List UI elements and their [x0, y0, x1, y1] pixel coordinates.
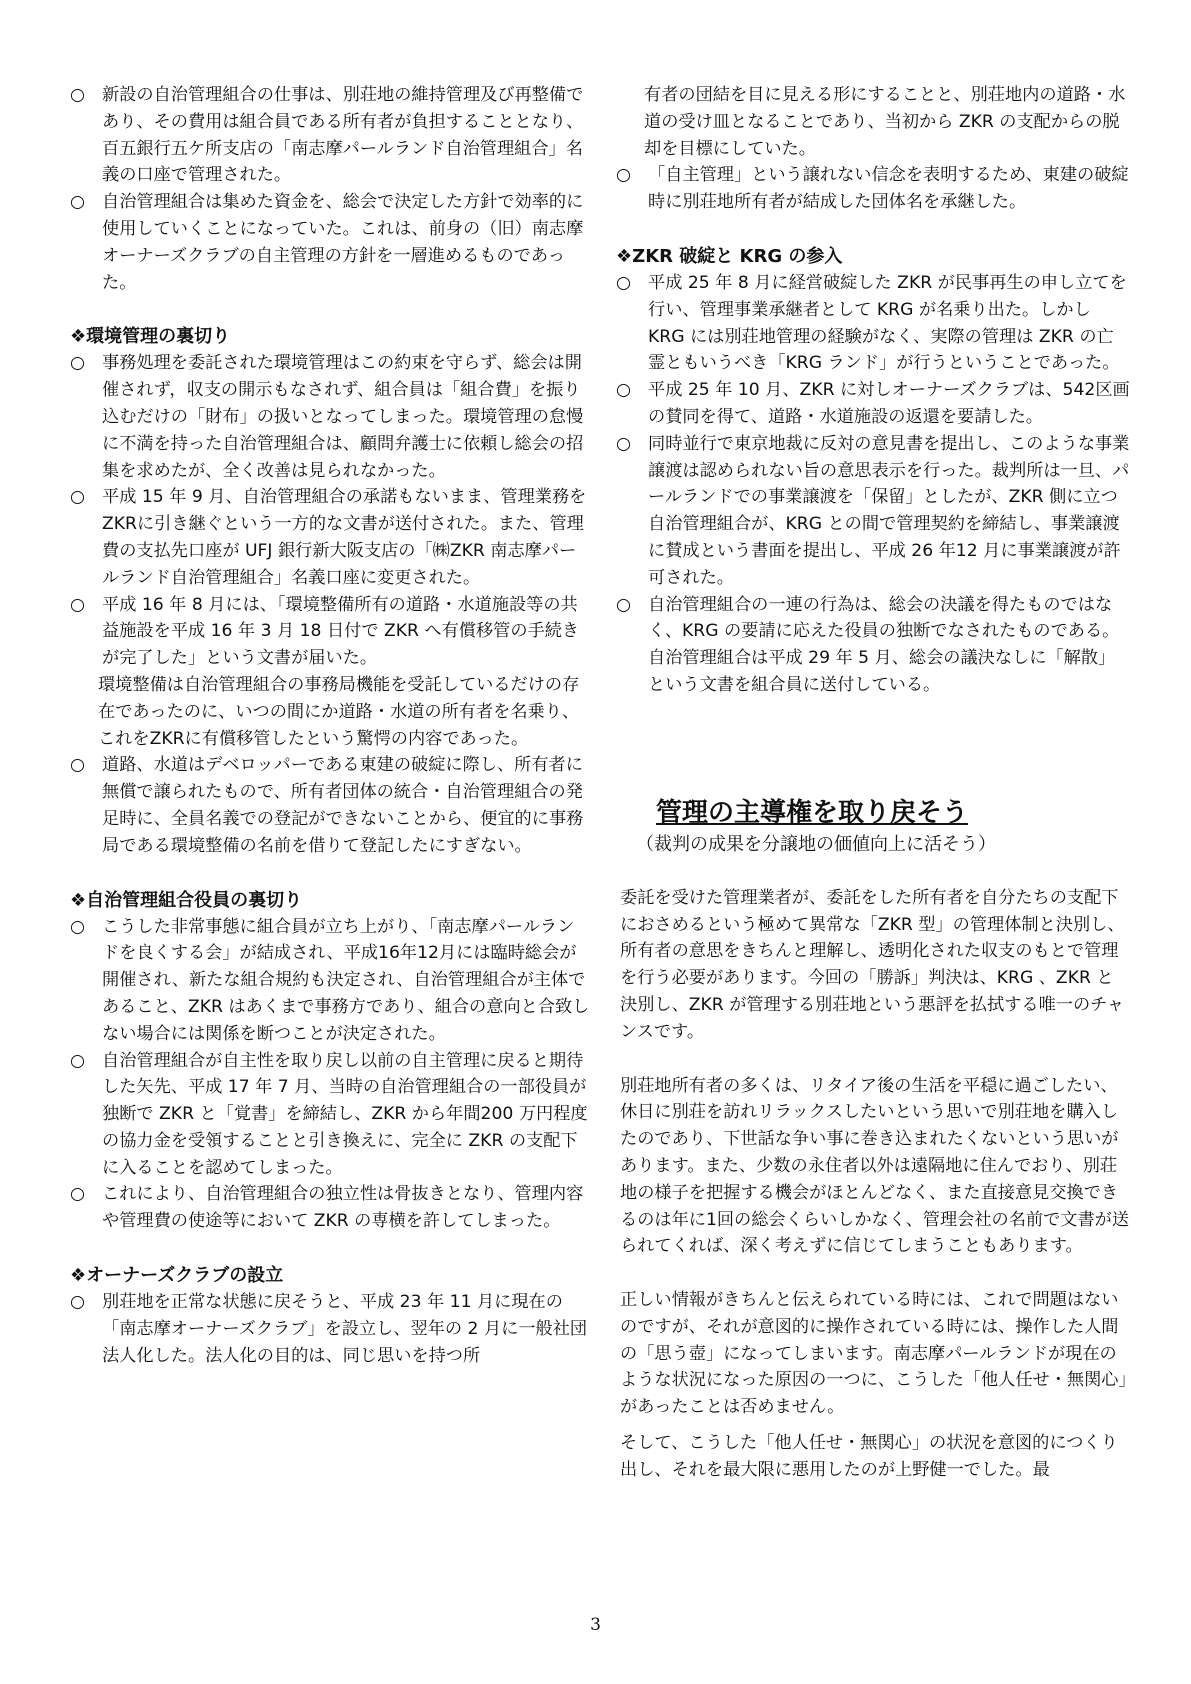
bullet-mark: ○ [70, 85, 85, 105]
page-number: 3 [590, 1615, 601, 1635]
bullet-text: 自治管理組合は集めた資金を、総会で決定した方針で効率的に使用していくことになっていた。これは、前身の（旧）南志摩オーナーズクラブの自主管理の方針を一層進めるものであった。 [102, 192, 584, 293]
bullet-text: こうした非常事態に組合員が立ち上がり、「南志摩パールランドを良くする会」が結成され、平成16年12月には臨時総会が開催され、新たな組合規約も決定され、自治管理組合が主体であること、ZKR はあくまで事務方であり、組合の意向と合致しない場合には関係を断つことが決定された。 [102, 916, 590, 1044]
bullet-item [616, 162, 1130, 216]
section-heading: ❖環境管理の裏切り [70, 326, 231, 348]
bullet-text: 平成 25 年 8 月に経営破綻した ZKR が民事再生の申し立てを行い、管理事業承継者として KRG が名乗り出た。しかし KRG には別荘地管理の経験がなく、実際の管理は ZKR の亡霊ともいうべき「KRG ランド」が行うということであった。 [648, 272, 1127, 374]
bullet-mark: ○ [616, 165, 631, 186]
bullet-text: 新設の自治管理組合の仕事は、別荘地の維持管理及び再整備であり、その費用は組合員である所有者が負担することとなり、百五銀行五ケ所支店の「南志摩パールランド自治管理組合」名義の口座で管理された。 [102, 85, 584, 186]
section-heading: ❖自治管理組合役員の裏切り [70, 889, 303, 911]
section-heading: ❖オーナーズクラブの設立 [70, 1265, 284, 1287]
left-column [70, 82, 590, 1369]
bullet-mark: ○ [616, 380, 631, 401]
body-paragraph: そして、こうした「他人任せ・無関心」の状況を意図的につくり出し、それを最大限に悪用したのが上野健一でした。最 [620, 1433, 1118, 1480]
right-column [616, 82, 1130, 1484]
bullet-text: 事務処理を委託された環境管理はこの約束を守らず、総会は開催されず，収支の開示もなされず、組合員は「組合費」を振り込むだけの「財布」の扱いとなってしまった。環境管理の怠慢に不満を持った自治管理組合は、顧問弁護士に依頼し総会の招集を求めたが、全く改善は見られなかった。 [102, 353, 584, 481]
bullet-mark: ○ [616, 594, 631, 615]
bullet-mark: ○ [70, 1184, 85, 1205]
bullet-mark: ○ [70, 1050, 85, 1071]
bullet-text: 道路、水道はデベロッパーである東建の破綻に際し、所有者に無償で譲られたもので、所有者団体の統合・自治管理組合の発足時に、全員名義での登記ができないことから、便宜的に事務局である環境整備の名前を借りて登記したにすぎない。 [102, 755, 584, 856]
bullet-item [70, 1181, 590, 1235]
bullet-item [70, 752, 590, 859]
bullet-mark: ○ [70, 916, 85, 937]
bullet-item [616, 270, 1130, 377]
bullet-text: これにより、自治管理組合の独立性は骨抜きとなり、管理内容や管理費の使途等において ZKR の専横を許してしまった。 [102, 1184, 584, 1232]
bullet-text: 別荘地を正常な状態に戻そうと、平成 23 年 11 月に現在の「南志摩オーナーズクラブ」を設立し、翌年の 2 月に一般社団法人化した。法人化の目的は、同じ思いを持つ所 [102, 1292, 588, 1366]
bullet-item [616, 592, 1130, 699]
bullet-mark: ○ [70, 353, 85, 374]
bullet-item [70, 914, 590, 1048]
bullet-mark: ○ [70, 487, 85, 508]
bullet-item [70, 189, 590, 296]
bullet-text: 同時並行で東京地裁に反対の意見書を提出し、このような事業譲渡は認められない旨の意思表示を行った。裁判所は一旦、パールランドでの事業譲渡を「保留」としたが、ZKR 側に立つ自治管理組合が、KRG との間で管理契約を締結し、事業譲渡に賛成という書面を提出し、平成 26 年12 月に事業譲渡が許可された。 [648, 433, 1130, 588]
continuation-text: 有者の団結を目に見える形にすることと、別荘地内の道路・水道の受け皿となることであり、当初から ZKR の支配からの脱却を目標にしていた。 [644, 85, 1126, 159]
bullet-mark: ○ [70, 594, 85, 615]
bullet-text: 自治管理組合が自主性を取り戻し以前の自主管理に戻ると期待した矢先、平成 17 年 7 月、当時の自治管理組合の一部役員が独断で ZKR と「覚書」を締結し、ZKR から年間200 万円程度の協力金を受領することと引き換えに、完全に ZKR の支配下に入ることを認めてしまった。 [102, 1050, 588, 1178]
bullet-mark: ○ [616, 433, 631, 454]
body-paragraph: 別荘地所有者の多くは、リタイア後の生活を平穏に過ごしたい、休日に別荘を訪れリラックスしたいという思いで別荘地を購入したのであり、下世話な争い事に巻き込まれたくないという思いがあります。また、少数の永住者以外は遠隔地に住んでおり、別荘地の様子を把握する機会がほとんどなく、また直接意見交換できるのは年に1回の総会くらいしかなく、管理会社の名前で文書が送られてくれば、深く考えずに信じてしまうこともあります。 [620, 1075, 1130, 1257]
article-subtitle: （裁判の成果を分譲地の価値向上に活そう） [636, 833, 996, 855]
bullet-text: 「自主管理」という譲れない信念を表明するため、東建の破綻時に別荘地所有者が結成した団体名を承継した。 [648, 165, 1129, 213]
bullet-item [616, 377, 1130, 431]
bullet-text: 平成 25 年 10 月、ZKR に対しオーナーズクラブは、542区画の賛同を得て、道路・水道施設の返還を要請した。 [648, 380, 1130, 427]
bullet-item [70, 350, 590, 484]
bullet-mark: ○ [70, 1292, 85, 1313]
bullet-item [70, 484, 590, 591]
bullet-text: 平成 16 年 8 月には、「環境整備所有の道路・水道施設等の共益施設を平成 16 年 3 月 18 日付で ZKR へ有償移管の手続きが完了した」という文書が届いた。 [102, 594, 580, 669]
continuation-text: 環境整備は自治管理組合の事務局機能を受託しているだけの存在であったのに、いつの間にか道路・水道の所有者を名乗り、これをZKRに有償移管したという驚愕の内容であった。 [98, 674, 580, 749]
bullet-item [70, 82, 590, 189]
article-title: 管理の主導権を取り戻そう [656, 797, 969, 828]
bullet-mark: ○ [616, 272, 631, 293]
bullet-item [616, 431, 1130, 592]
bullet-item [70, 592, 590, 672]
bullet-item [70, 1048, 590, 1182]
body-paragraph: 委託を受けた管理業者が、委託をした所有者を自分たちの支配下におさめるという極めて異常な「ZKR 型」の管理体制と決別し、所有者の意思をきちんと理解し、透明化された収支のもとで管理を行う必要があります。今回の「勝訴」判決は、KRG 、ZKR と決別し、ZKR が管理する別荘地という悪評を払拭する唯一のチャンスです。 [620, 887, 1125, 1042]
bullet-item [70, 1289, 590, 1369]
section-heading: ❖ZKR 破綻と KRG の参入 [616, 245, 843, 267]
bullet-mark: ○ [70, 192, 85, 213]
bullet-mark: ○ [70, 755, 85, 776]
bullet-text: 平成 15 年 9 月、自治管理組合の承諾もないまま、管理業務をZKRに引き継ぐという一方的な文書が送付された。また、管理費の支払先口座が UFJ 銀行新大阪支店の「㈱ZKR 南志摩パールランド自治管理組合」名義口座に変更された。 [102, 487, 587, 588]
body-paragraph: 正しい情報がきちんと伝えられている時には、これで問題はないのですが、それが意図的に操作されている時には、操作した人間の「思う壺」になってしまいます。南志摩パールランドが現在のような状況になった原因の一つに、こうした「他人任せ・無関心」があったことは否めません。 [620, 1290, 1128, 1418]
bullet-text: 自治管理組合の一連の行為は、総会の決議を得たものではなく、KRG の要請に応えた役員の独断でなされたものである。自治管理組合は平成 29 年 5 月、総会の議決なしに「解散」という文書を組合員に送付している。 [648, 594, 1120, 695]
